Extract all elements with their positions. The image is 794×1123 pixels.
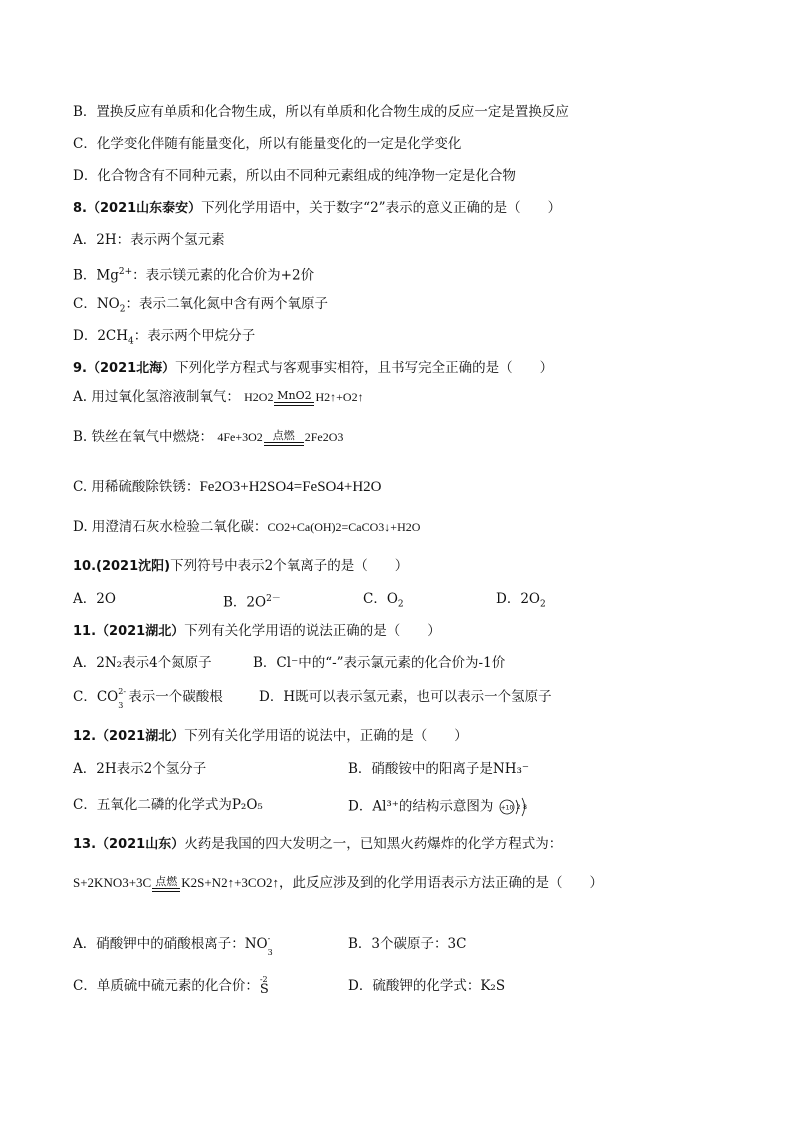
subscript: 2 (397, 599, 404, 610)
superscript: 2－ (266, 594, 281, 604)
option-text: B．2O (223, 594, 267, 611)
q11-option-a: A．2N₂表示4个氮原子 (73, 655, 212, 671)
atom-structure-diagram (498, 796, 532, 818)
q13-stem (73, 835, 562, 854)
ion-charge: 2- 3 (118, 686, 127, 710)
shell-electrons: 2 (516, 804, 521, 811)
question-text: 火药是我国的四大发明之一，已知黑火药爆炸的化学方程式为： (184, 836, 563, 852)
equation: Fe2O3+H2SO4=FeSO4+H2O (199, 479, 382, 495)
equals-bar (264, 442, 304, 446)
question-text: 下列有关化学用语的说法中，正确的是（ ） (184, 728, 468, 744)
q12-option-a: A．2H表示2个氢分子 (73, 761, 207, 777)
q13-option-a (73, 933, 278, 957)
q10-stem (73, 557, 408, 576)
option-text: C．O (363, 591, 398, 607)
equation-right: 2Fe2O3 (304, 430, 344, 444)
reaction-condition (274, 390, 314, 406)
option-text: C. 用稀硫酸除铁锈： (73, 479, 200, 495)
equation-left: S+2KNO3+3C (73, 875, 152, 890)
option-text: A．硝酸钾中的硝酸根离子：NO (73, 936, 268, 952)
valence-notation (259, 974, 271, 997)
q13-option-d: D．硫酸钾的化学式：K₂S (348, 978, 506, 994)
question-number: 8.（2021山东泰安） (73, 201, 202, 216)
option-text: D. 用澄清石灰水检验二氧化碳： (73, 519, 268, 535)
ion-charge: - 3 (267, 933, 273, 957)
q8-option-d (73, 327, 255, 351)
q7-option-d: D．化合物含有不同种元素，所以由不同种元素组成的纯净物一定是化合物 (73, 168, 516, 184)
q10-option-d (496, 590, 546, 614)
condition-label: 点燃 (272, 429, 295, 442)
q9-option-a (73, 388, 364, 406)
equation-left: 4Fe+3O2 (217, 430, 263, 444)
q10-option-a: A．2O (73, 591, 116, 607)
option-text: 表示一个碳酸根 (128, 689, 223, 705)
option-text: ：表示二氧化氮中含有两个氧原子 (125, 296, 328, 312)
q12-option-d (348, 796, 532, 818)
equals-bar (274, 402, 314, 406)
question-text: 下列符号中表示2个氧离子的是（ ） (170, 558, 409, 574)
q8-stem (73, 199, 561, 218)
valence-value: -2 (259, 974, 268, 984)
q10-option-b (223, 590, 281, 612)
subscript: 2 (539, 599, 546, 610)
equation-right: K2S+N2↑+3CO2↑ (181, 875, 279, 890)
question-number: 11.（2021湖北） (73, 624, 185, 639)
q8-option-a: A．2H：表示两个氢元素 (73, 232, 225, 248)
q12-stem (73, 727, 468, 746)
element-symbol: S (259, 981, 269, 997)
equation-left: H2O2 (244, 390, 274, 404)
option-text: B. 铁丝在氧气中燃烧： (73, 429, 214, 445)
question-text: ，此反应涉及到的化学用语表示方法正确的是（ ） (278, 875, 603, 891)
question-number: 13.（2021山东） (73, 837, 185, 852)
subscript: 2 (119, 304, 126, 315)
condition-label: MnO2 (277, 389, 312, 402)
q12-option-b: B．硝酸铵中的阳离子是NH₃⁻ (348, 761, 530, 777)
reaction-condition (152, 876, 180, 892)
option-text: C．NO (73, 296, 120, 312)
equals-bar (152, 888, 180, 892)
equation-right: H2↑+O2↑ (315, 390, 364, 404)
q7-option-b: B．置换反应有单质和化合物生成，所以有单质和化合物生成的反应一定是置换反应 (73, 104, 569, 120)
question-text: 下列有关化学用语的说法正确的是（ ） (184, 623, 441, 639)
equation: CO2+Ca(OH)2=CaCO3↓+H2O (267, 520, 421, 534)
q10-option-c (363, 590, 404, 614)
shell-electrons: 8 (522, 804, 527, 811)
q9-option-c (73, 478, 382, 496)
q9-option-d (73, 518, 420, 536)
q9-option-b (73, 428, 343, 446)
question-number: 9.（2021北海） (73, 361, 176, 376)
q11-option-d: D．H既可以表示氢元素，也可以表示一个氢原子 (259, 689, 552, 705)
q8-option-c (73, 295, 328, 319)
condition-label: 点燃 (155, 875, 178, 888)
nucleus-label: +10 (500, 804, 514, 812)
q7-option-c: C．化学变化伴随有能量变化，所以有能量变化的一定是化学变化 (73, 136, 462, 152)
q11-option-c (73, 686, 223, 710)
reaction-condition (264, 430, 304, 446)
question-text: 下列化学方程式与客观事实相符，且书写完全正确的是（ ） (175, 360, 554, 376)
question-number: 10.(2021沈阳) (73, 559, 171, 574)
q12-option-c: C．五氧化二磷的化学式为P₂O₅ (73, 797, 263, 813)
option-text: C．单质硫中硫元素的化合价： (73, 978, 259, 994)
question-number: 12.（2021湖北） (73, 729, 185, 744)
option-text: D．2CH (73, 328, 129, 344)
subscript: 4 (128, 336, 134, 347)
option-text: ：表示镁元素的化合价为+2价 (132, 267, 315, 284)
option-text: B．Mg (73, 267, 119, 284)
q8-option-b (73, 263, 314, 285)
option-text: A. 用过氧化氢溶液制氧气： (73, 389, 240, 405)
option-text: D．2O (496, 591, 540, 607)
option-text: ：表示两个甲烷分子 (133, 328, 256, 344)
q11-stem (73, 622, 441, 641)
q13-option-c (73, 974, 271, 997)
q11-option-b: B．Cl⁻中的“-”表示氯元素的化合价为-1价 (253, 655, 506, 671)
q13-option-b: B．3个碳原子：3C (348, 936, 467, 952)
option-text: C．CO (73, 689, 119, 705)
superscript: 2+ (118, 267, 133, 277)
q9-stem (73, 359, 553, 378)
question-text: 下列化学用语中，关于数字“2”表示的意义正确的是（ ） (201, 200, 562, 216)
q13-equation-line (73, 874, 603, 892)
option-text: D．Al³⁺的结构示意图为 (348, 798, 494, 815)
